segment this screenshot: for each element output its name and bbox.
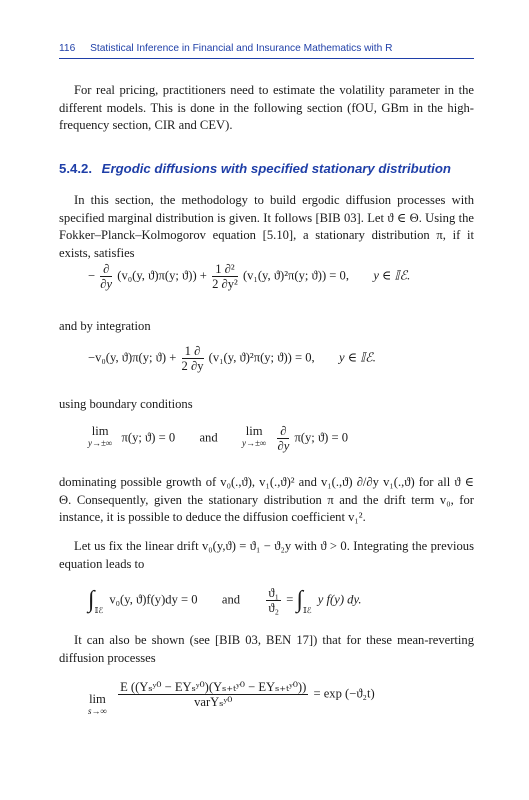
paragraph-4: using boundary conditions bbox=[59, 397, 193, 411]
eq1-domain: y ∈ 𝕀ℰ. bbox=[373, 268, 411, 283]
eq1-second-frac: $\frac{\text{1 ∂²}}{\text{2 ∂y²}}$ bbox=[212, 262, 238, 291]
eq2-frac: $\frac{1 \partial}{2 \partial y}$ bbox=[181, 344, 204, 373]
eq1-minus: − bbox=[88, 268, 96, 283]
eq5-lim: lim s→∞ bbox=[88, 692, 107, 716]
section-heading bbox=[59, 161, 479, 176]
eq4-equals: = bbox=[286, 592, 294, 607]
eq2-term2: (v₁(y, ϑ)²π(y; ϑ)) = 0, bbox=[208, 350, 315, 365]
eq3-lim-left: lim y→±∞ bbox=[88, 424, 113, 448]
paragraph-2: In this section, the methodology to build ergodic diffusion processes with specified marginal distribution is given. It follows [BIB 03]. Let ϑ ∈ Θ. Using the Fokker–Planck–Kolmogorov equation [5.10], a stationary distribution π, if it exists, satisfies bbox=[59, 193, 474, 260]
equation-boundary bbox=[88, 424, 348, 453]
eq1-partial-frac: $\frac{\partial}{\partial y}$ bbox=[100, 262, 113, 291]
eq4-right: y f(y) dy. bbox=[317, 592, 362, 607]
eq1-term2: (v₁(y, ϑ)²π(y; ϑ)) = 0, bbox=[242, 268, 349, 283]
page-number: 116 bbox=[59, 43, 76, 54]
eq3-partial-frac: $\frac{\partial}{\partial y}$ bbox=[277, 424, 290, 453]
eq2-term1: −v₀(y, ϑ)π(y; ϑ) + bbox=[88, 350, 177, 365]
eq4-left: v₀(y, ϑ)f(y)dy = 0 bbox=[109, 592, 198, 607]
eq3-left: π(y; ϑ) = 0 bbox=[121, 430, 176, 445]
equation-fpk bbox=[88, 262, 410, 291]
eq3-right: π(y; ϑ) = 0 bbox=[294, 430, 349, 445]
eq3-and: and bbox=[199, 430, 218, 445]
paragraph-1: For real pricing, practitioners need to estimate the volatility parameter in the different models. This is done in the following section (fOU, GBm in the high-frequency section, CIR and CEV). bbox=[59, 83, 474, 133]
equation-integrated bbox=[88, 344, 376, 373]
paragraph-6: Let us fix the linear drift v₀(y,ϑ) = ϑ₁ − ϑ₂y with ϑ > 0. Integrating the previous equation leads to bbox=[59, 539, 474, 571]
eq1-term1: (v₀(y, ϑ)π(y; ϑ)) + bbox=[117, 268, 207, 283]
eq4-int-sub-2: 𝕀ℰ bbox=[303, 606, 312, 616]
section-title: Ergodic diffusions with specified stationary distribution bbox=[101, 161, 451, 176]
eq4-and: and bbox=[221, 592, 241, 607]
equation-integral bbox=[88, 586, 362, 615]
eq3-lim-right: lim y→±∞ bbox=[241, 424, 267, 448]
integral-sign: ∫ bbox=[88, 587, 95, 613]
integral-sign-2: ∫ bbox=[296, 587, 304, 613]
paragraph-5: dominating possible growth of v₀(.,ϑ), v₁(.,ϑ)² and v₁(.,ϑ) ∂/∂y v₁(.,ϑ) for all ϑ ∈ Θ. Consequently, given the stationary distribution π and the drift term v₀, for instance, it is possible to deduce the diffusion coefficient v₁². bbox=[59, 475, 474, 525]
running-header bbox=[59, 43, 469, 54]
equation-autocorrelation bbox=[88, 680, 375, 716]
running-title: Statistical Inference in Financial and Insurance Mathematics with R bbox=[90, 43, 393, 54]
section-number: 5.4.2. bbox=[59, 161, 92, 176]
header-rule bbox=[59, 58, 474, 59]
eq5-rhs: = exp (−ϑ₂t) bbox=[313, 686, 375, 701]
paragraph-7: It can also be shown (see [BIB 03, BEN 17]) that for these mean-reverting diffusion processes bbox=[59, 633, 474, 665]
paragraph-3: and by integration bbox=[59, 319, 151, 333]
eq4-frac: $\frac{\text{ϑ₁}}{\text{ϑ₂}}$ bbox=[268, 586, 280, 615]
eq4-int-sub: 𝕀ℰ bbox=[94, 606, 104, 616]
eq2-domain: y ∈ 𝕀ℰ. bbox=[339, 350, 376, 365]
eq5-frac: $\frac{\text{E ((Yₛʸ⁰ − EYₛʸ⁰)(Yₛ₊ₜʸ⁰ − EYₛ₊ₜʸ⁰))}}{\text{varYₛʸ⁰}}$ bbox=[120, 680, 307, 709]
